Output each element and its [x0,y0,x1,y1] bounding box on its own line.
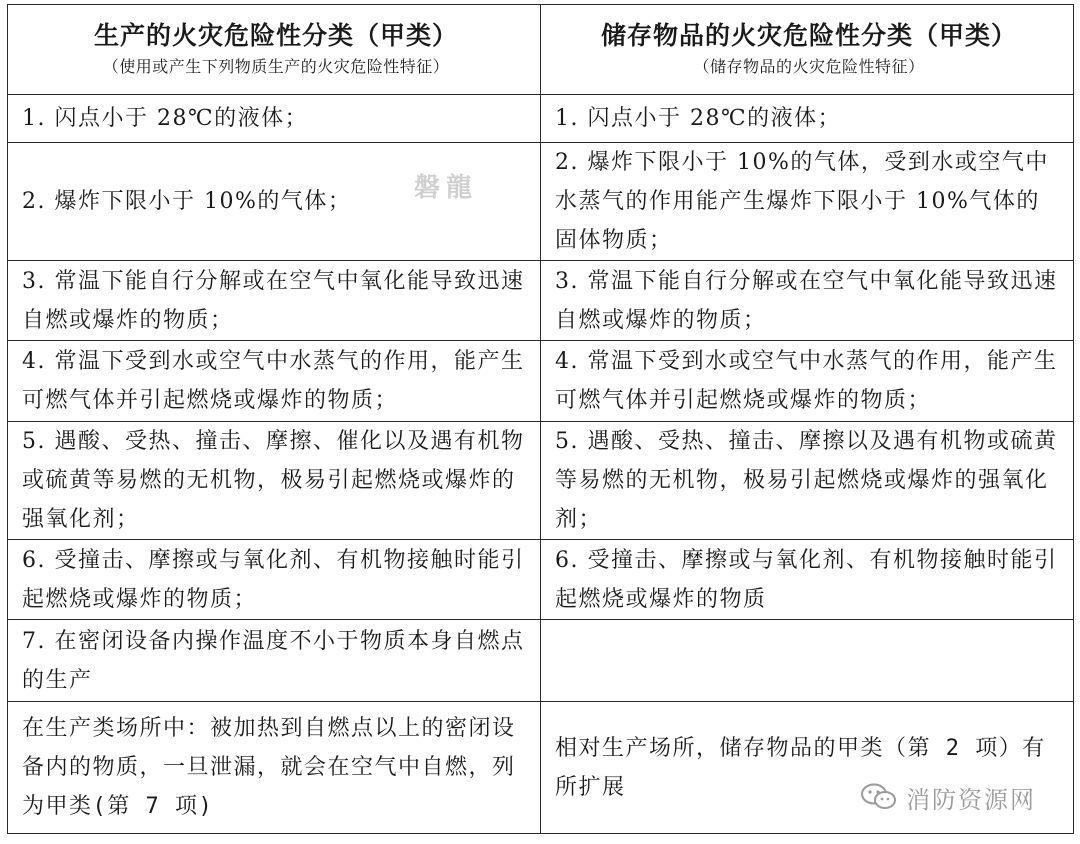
fire-hazard-classification-table [7,4,1074,834]
header-subtitle-storage: （储存物品的火灾危险性特征） [693,56,925,76]
storage-item-5: 5. 遇酸、受热、撞击、摩擦以及遇有机物或硫黄等易燃的无机物，极易引起燃烧或爆炸的强氧化剂； [541,422,1074,540]
header-title-storage: 储存物品的火灾危险性分类（甲类） [600,20,1017,50]
production-note: 在生产类场所中：被加热到自燃点以上的密闭设备内的物质，一旦泄漏，就会在空气中自燃，列为甲类(第 7 项) [8,702,541,834]
production-item-2: 2. 爆炸下限小于 10%的气体； [22,189,352,214]
storage-item-3: 3. 常温下能自行分解或在空气中氧化能导致迅速自燃或爆炸的物质； [541,261,1074,341]
production-item-1: 1. 闪点小于 28℃的液体； [8,95,541,143]
table-row [8,540,1074,620]
storage-item-4: 4. 常温下受到水或空气中水蒸气的作用，能产生可燃气体并引起燃烧或爆炸的物质； [541,341,1074,422]
corner-brand-text: 消防资源网 [906,785,1036,814]
storage-item-2: 2. 爆炸下限小于 10%的气体，受到水或空气中水蒸气的作用能产生爆炸下限小于 10%气体的固体物质； [541,143,1074,261]
table-row [8,261,1074,341]
table-row [8,143,1074,261]
production-item-5: 5. 遇酸、受热、撞击、摩擦、催化以及遇有机物或硫黄等易燃的无机物，极易引起燃烧或爆炸的强氧化剂； [8,422,541,540]
production-item-6: 6. 受撞击、摩擦或与氧化剂、有机物接触时能引起燃烧或爆炸的物质； [8,540,541,620]
header-cell-storage [541,5,1074,95]
storage-item-1: 1. 闪点小于 28℃的液体； [541,95,1074,143]
production-item-7: 7. 在密闭设备内操作温度不小于物质本身自燃点的生产 [8,620,541,702]
corner-brand-watermark [860,780,1036,814]
header-subtitle-production: （使用或产生下列物质生产的火灾危险性特征） [102,56,450,76]
center-watermark-stamp: 磐龍 [414,173,479,203]
header-cell-production [8,5,541,95]
table-row [8,422,1074,540]
table-row [8,341,1074,422]
storage-item-7-empty [541,620,1074,702]
header-title-production: 生产的火灾危险性分类（甲类） [93,20,458,50]
storage-note: 相对生产场所，储存物品的甲类（第 2 项）有所扩展 [541,702,1074,834]
table-row [8,95,1074,143]
wechat-icon [860,782,898,812]
storage-item-6: 6. 受撞击、摩擦或与氧化剂、有机物接触时能引起燃烧或爆炸的物质 [541,540,1074,620]
production-item-3: 3. 常温下能自行分解或在空气中氧化能导致迅速自燃或爆炸的物质； [8,261,541,341]
table-header-row [8,5,1074,95]
production-item-4: 4. 常温下受到水或空气中水蒸气的作用，能产生可燃气体并引起燃烧或爆炸的物质； [8,341,541,422]
production-item-2-cell [8,143,541,261]
table-row [8,620,1074,702]
